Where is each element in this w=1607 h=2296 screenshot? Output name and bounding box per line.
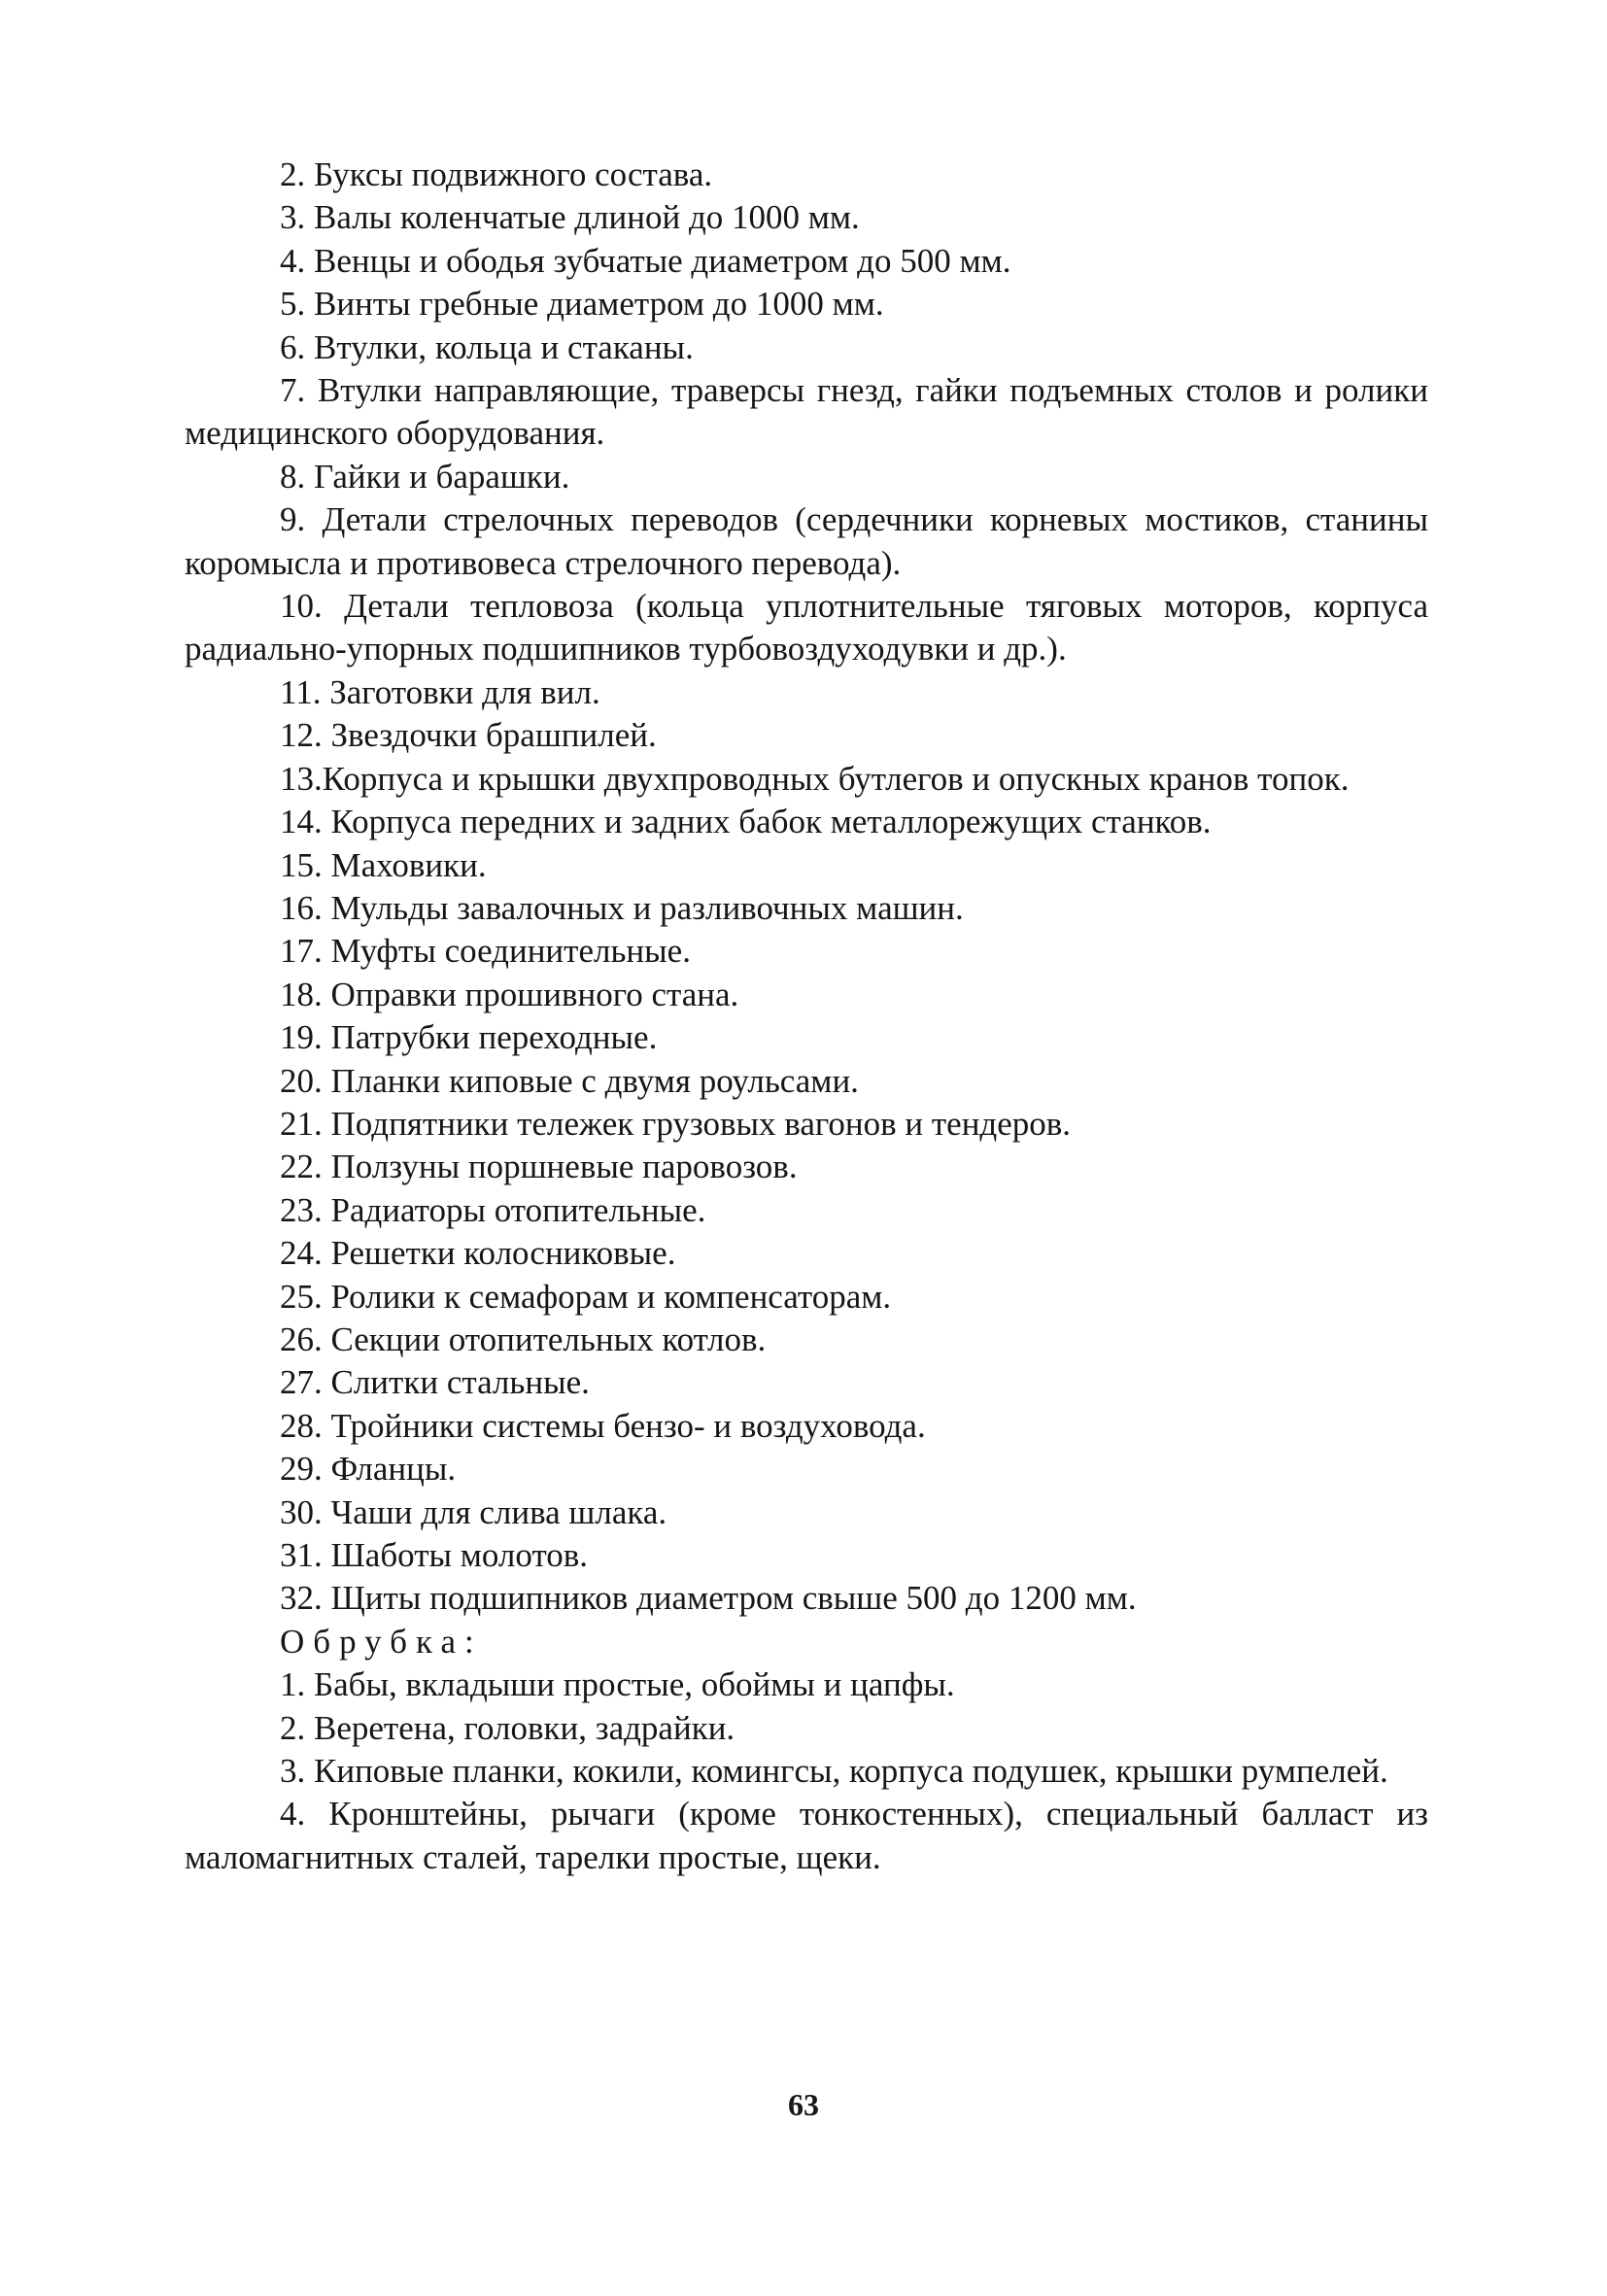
list-item: 30. Чаши для слива шлака.	[280, 1492, 667, 1531]
list-item: 5. Винты гребные диаметром до 1000 мм.	[280, 285, 884, 324]
list-item: 17. Муфты соединительные.	[280, 932, 691, 971]
list-item: 26. Секции отопительных котлов.	[280, 1319, 767, 1358]
list-item: 4. Венцы и ободья зубчатые диаметром до 500 мм.	[280, 241, 1011, 280]
section-title: Обрубка:	[280, 1622, 483, 1661]
list-item: 13.Корпуса и крышки двухпроводных бутлегов и опускных кранов топок.	[280, 759, 1350, 798]
list-item: 12. Звездочки брашпилей.	[280, 716, 657, 755]
list-item: 22. Ползуны поршневые паровозов.	[280, 1148, 798, 1186]
list-item: 27. Слитки стальные.	[280, 1363, 590, 1402]
list-item: 8. Гайки и барашки.	[280, 457, 570, 496]
section-list-item: 3. Киповые планки, кокили, комингсы, корпуса подушек, крышки румпелей.	[280, 1752, 1388, 1791]
list-item: 24. Решетки колосниковые.	[280, 1234, 676, 1273]
list-item: 10. Детали тепловоза (кольца уплотнительные тяговых моторов, корпуса радиально-упорных подшипников турбовоздуходувки и др.).	[185, 587, 1428, 668]
list-item: 6. Втулки, кольца и стаканы.	[280, 327, 694, 366]
list-item: 23. Радиаторы отопительные.	[280, 1190, 706, 1229]
page-number: 63	[788, 2087, 819, 2122]
list-item: 15. Маховики.	[280, 845, 487, 884]
list-item: 19. Патрубки переходные.	[280, 1018, 658, 1057]
list-item: 9. Детали стрелочных переводов (сердечники корневых мостиков, станины коромысла и противовеса стрелочного перевода).	[185, 500, 1428, 582]
list-item: 21. Подпятники тележек грузовых вагонов и тендеров.	[280, 1104, 1072, 1143]
list-item: 2. Буксы подвижного состава.	[280, 155, 713, 193]
list-item: 11. Заготовки для вил.	[280, 672, 600, 711]
list-item: 3. Валы коленчатые длиной до 1000 мм.	[280, 198, 860, 237]
list-item: 14. Корпуса передних и задних бабок металлорежущих станков.	[280, 803, 1212, 841]
list-item: 20. Планки киповые с двумя роульсами.	[280, 1061, 859, 1100]
list-item: 28. Тройники системы бензо- и воздуховода.	[280, 1406, 926, 1445]
section-list-item: 1. Бабы, вкладыши простые, обоймы и цапфы.	[280, 1665, 955, 1704]
document-body	[185, 154, 1428, 1879]
list-item: 18. Оправки прошивного стана.	[280, 975, 739, 1013]
list-item: 32. Щиты подшипников диаметром свыше 500 до 1200 мм.	[280, 1579, 1137, 1618]
section-list-item: 2. Веретена, головки, задрайки.	[280, 1708, 735, 1747]
list-item: 7. Втулки направляющие, траверсы гнезд, гайки подъемных столов и ролики медицинского оборудования.	[185, 371, 1428, 453]
list-item: 16. Мульды завалочных и разливочных машин.	[280, 888, 964, 927]
list-item: 31. Шаботы молотов.	[280, 1536, 589, 1574]
list-item: 25. Ролики к семафорам и компенсаторам.	[280, 1277, 892, 1316]
list-item: 29. Фланцы.	[280, 1450, 457, 1489]
section-list-item: 4. Кронштейны, рычаги (кроме тонкостенных), специальный балласт из маломагнитных сталей, тарелки простые, щеки.	[185, 1795, 1428, 1876]
